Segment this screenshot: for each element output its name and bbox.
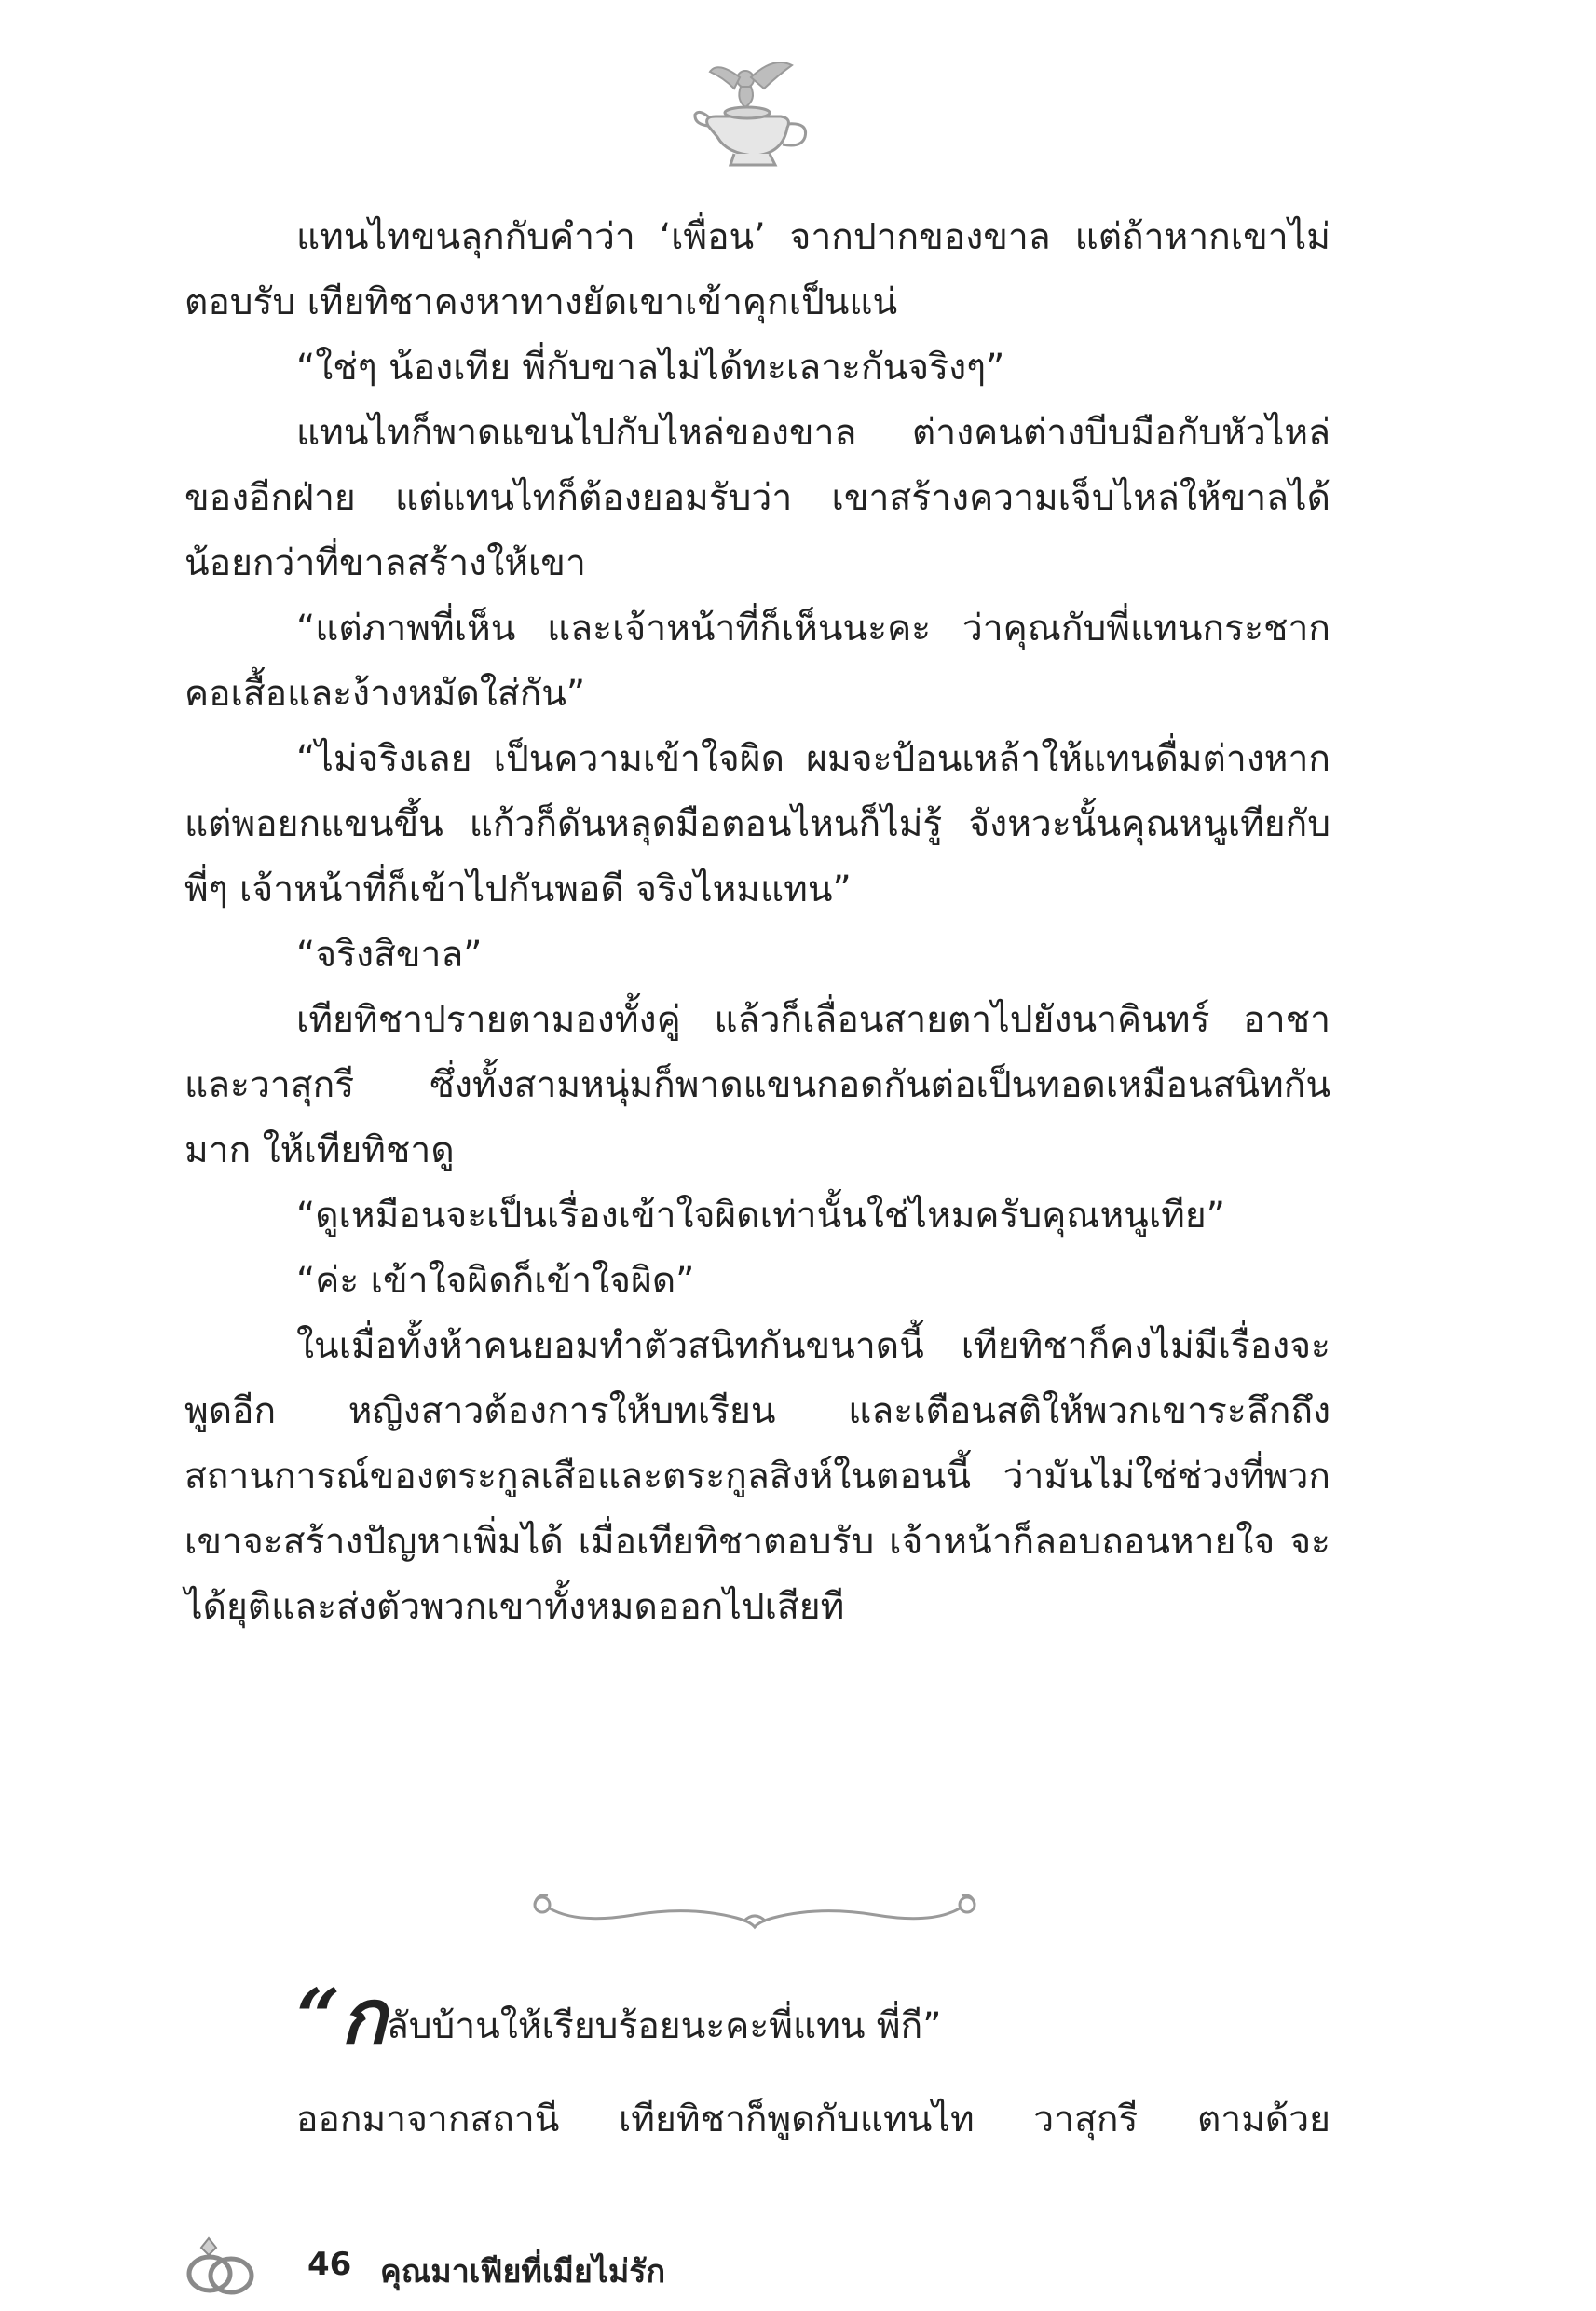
paragraph-8 xyxy=(184,1183,1330,1249)
wedding-rings-svg xyxy=(177,2227,261,2302)
page-footer xyxy=(177,2227,922,2302)
cupid-teapot-ornament-icon xyxy=(689,51,820,172)
chapter-continuation-line xyxy=(296,2087,1330,2153)
chapter-continuation-text: ออกมาจากสถานี เทียทิชาก็พูดกับแทนไท วาสุกรี ตามด้วย xyxy=(296,2099,1330,2140)
cupid-teapot-ornament-svg xyxy=(689,51,820,172)
drop-cap: “ก xyxy=(296,1973,387,2062)
wedding-rings-icon xyxy=(177,2227,261,2302)
paragraph-1 xyxy=(184,205,1330,335)
paragraph-8-text: “ดูเหมือนจะเป็นเรื่องเข้าใจผิดเท่านั้นใช่ไหมครับคุณหนูเทีย” xyxy=(296,1195,1225,1237)
book-title: คุณมาเฟียที่เมียไม่รัก xyxy=(380,2253,666,2290)
paragraph-3-text: แทนไทก็พาดแขนไปกับไหล่ของขาล ต่างคนต่างบีบมือกับหัวไหล่ของอีกฝ่าย แต่แทนไทก็ต้องยอมรับว่า เขาสร้างความเจ็บไหล่ให้ขาลได้น้อยกว่าที่ขาลสร้างให้เขา xyxy=(184,412,1330,584)
paragraph-7 xyxy=(184,988,1330,1183)
paragraph-4 xyxy=(184,596,1330,727)
paragraph-5 xyxy=(184,727,1330,923)
paragraph-9-text: “ค่ะ เข้าใจผิดก็เข้าใจผิด” xyxy=(296,1260,695,1302)
paragraph-6-text: “จริงสิขาล” xyxy=(296,934,483,976)
scroll-flourish-divider xyxy=(522,1882,988,1938)
paragraph-5-text: “ไม่จริงเลย เป็นความเข้าใจผิด ผมจะป้อนเหล้าให้แทนดื่มต่างหาก แต่พอยกแขนขึ้น แก้วก็ดันหลุดมือตอนไหนก็ไม่รู้ จังหวะนั้นคุณหนูเทียกับพี่ๆ เจ้าหน้าที่ก็เข้าไปกันพอดี จริงไหมแทน” xyxy=(184,738,1330,910)
chapter-opening-line xyxy=(296,1973,1330,2062)
body-text xyxy=(184,205,1330,1640)
paragraph-1-text: แทนไทขนลุกกับคำว่า ‘เพื่อน’ จากปากของขาล แต่ถ้าหากเขาไม่ตอบรับ เทียทิชาคงหาทางยัดเขาเข้าคุกเป็นแน่ xyxy=(184,216,1330,323)
paragraph-10-text: ในเมื่อทั้งห้าคนยอมทำตัวสนิทกันขนาดนี้ เทียทิชาก็คงไม่มีเรื่องจะพูดอีก หญิงสาวต้องการให้บทเรียน และเตือนสติให้พวกเขาระลึกถึงสถานการณ์ของตระกูลเสือและตระกูลสิงห์ในตอนนี้ ว่ามันไม่ใช่ช่วงที่พวกเขาจะสร้างปัญหาเพิ่มได้ เมื่อเทียทิชาตอบรับ เจ้าหน้าก็ลอบถอนหายใจ จะได้ยุติและส่งตัวพวกเขาทั้งหมดออกไปเสียที xyxy=(184,1325,1330,1628)
divider-svg xyxy=(522,1882,988,1938)
page-number: 46 xyxy=(307,2246,352,2283)
paragraph-4-text: “แต่ภาพที่เห็น และเจ้าหน้าที่ก็เห็นนะคะ ว่าคุณกับพี่แทนกระชากคอเสื้อและง้างหมัดใส่กัน” xyxy=(184,608,1330,715)
paragraph-6 xyxy=(184,923,1330,988)
paragraph-9 xyxy=(184,1249,1330,1314)
paragraph-3 xyxy=(184,401,1330,596)
chapter-opening-text: ลับบ้านให้เรียบร้อยนะคะพี่แทน พี่กี” xyxy=(386,2005,942,2047)
paragraph-7-text: เทียทิชาปรายตามองทั้งคู่ แล้วก็เลื่อนสายตาไปยังนาคินทร์ อาชา และวาสุกรี ซึ่งทั้งสามหนุ่มก็พาดแขนกอดกันต่อเป็นทอดเหมือนสนิทกันมาก ให้เทียทิชาดู xyxy=(184,999,1330,1171)
paragraph-10 xyxy=(184,1314,1330,1640)
paragraph-2 xyxy=(184,335,1330,401)
paragraph-2-text: “ใช่ๆ น้องเทีย พี่กับขาลไม่ได้ทะเลาะกันจริงๆ” xyxy=(296,347,1005,389)
